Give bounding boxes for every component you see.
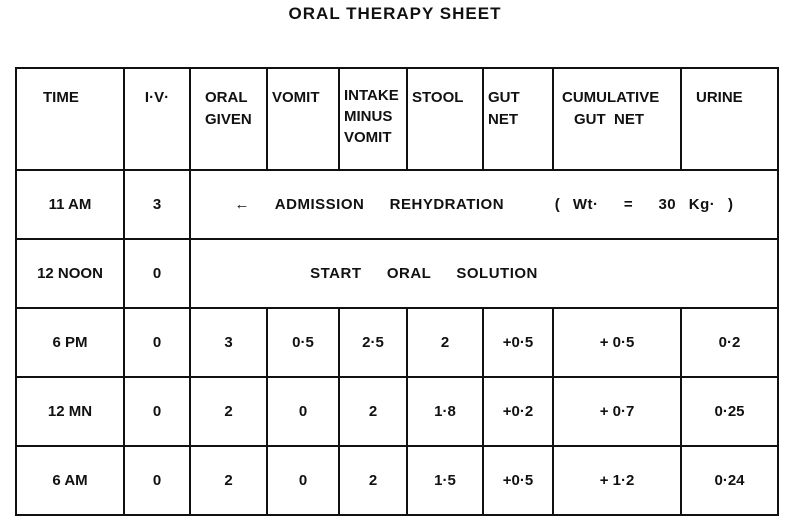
header-intake-line1: INTAKE bbox=[344, 87, 399, 104]
header-cumulative-line2: GUT NET bbox=[574, 111, 644, 128]
header-urine bbox=[681, 68, 778, 170]
cell-gut-net: +0·2 bbox=[483, 377, 553, 446]
header-stool-label: STOOL bbox=[412, 89, 464, 106]
cell-time: 12 MN bbox=[16, 377, 124, 446]
cell-time: 11 AM bbox=[16, 170, 124, 239]
table-row bbox=[16, 377, 778, 446]
cell-urine: 0·25 bbox=[681, 377, 778, 446]
cell-intake-minus-vomit: 2 bbox=[339, 446, 407, 515]
table-row bbox=[16, 446, 778, 515]
cell-iv: 0 bbox=[124, 446, 190, 515]
header-oral-given-line2: GIVEN bbox=[205, 111, 252, 128]
header-time-label: TIME bbox=[43, 89, 79, 106]
cell-vomit: 0·5 bbox=[267, 308, 339, 377]
table-row bbox=[16, 308, 778, 377]
cell-admission-note: ← ADMISSION REHYDRATION ( Wt· = 30 Kg· ) bbox=[190, 170, 778, 239]
header-iv-label: I·V· bbox=[144, 89, 170, 106]
cell-intake-minus-vomit: 2 bbox=[339, 377, 407, 446]
cell-stool: 1·8 bbox=[407, 377, 483, 446]
cell-stool: 1·5 bbox=[407, 446, 483, 515]
cell-gut-net: +0·5 bbox=[483, 308, 553, 377]
cell-gut-net: +0·5 bbox=[483, 446, 553, 515]
header-row bbox=[16, 68, 778, 170]
header-urine-label: URINE bbox=[696, 89, 743, 106]
cell-iv: 0 bbox=[124, 239, 190, 308]
table-row bbox=[16, 239, 778, 308]
cell-cumulative-gut-net: + 1·2 bbox=[553, 446, 681, 515]
cell-time: 6 AM bbox=[16, 446, 124, 515]
cell-oral-given: 3 bbox=[190, 308, 267, 377]
table-row bbox=[16, 170, 778, 239]
cell-stool: 2 bbox=[407, 308, 483, 377]
sheet-title: ORAL THERAPY SHEET bbox=[288, 4, 502, 23]
header-intake-line2: MINUS bbox=[344, 108, 393, 125]
header-gut-net-line2: NET bbox=[488, 111, 518, 128]
cell-urine: 0·24 bbox=[681, 446, 778, 515]
header-vomit bbox=[267, 68, 339, 170]
header-time bbox=[16, 68, 124, 170]
cell-start-note: START ORAL SOLUTION bbox=[190, 239, 778, 308]
cell-time: 12 NOON bbox=[16, 239, 124, 308]
header-cumulative-line1: CUMULATIVE bbox=[562, 89, 660, 106]
header-vomit-label: VOMIT bbox=[272, 89, 320, 106]
cell-oral-given: 2 bbox=[190, 377, 267, 446]
header-stool bbox=[407, 68, 483, 170]
cell-urine: 0·2 bbox=[681, 308, 778, 377]
header-iv bbox=[124, 68, 190, 170]
cell-iv: 0 bbox=[124, 377, 190, 446]
cell-vomit: 0 bbox=[267, 377, 339, 446]
header-oral-given bbox=[190, 68, 267, 170]
cell-cumulative-gut-net: + 0·7 bbox=[553, 377, 681, 446]
header-intake-line3: VOMIT bbox=[344, 129, 392, 146]
cell-time: 6 PM bbox=[16, 308, 124, 377]
header-cumulative-gut-net bbox=[553, 68, 681, 170]
oral-therapy-table bbox=[15, 67, 779, 516]
header-gut-net bbox=[483, 68, 553, 170]
cell-iv: 3 bbox=[124, 170, 190, 239]
cell-vomit: 0 bbox=[267, 446, 339, 515]
cell-cumulative-gut-net: + 0·5 bbox=[553, 308, 681, 377]
cell-iv: 0 bbox=[124, 308, 190, 377]
cell-intake-minus-vomit: 2·5 bbox=[339, 308, 407, 377]
header-gut-net-line1: GUT bbox=[488, 89, 520, 106]
cell-oral-given: 2 bbox=[190, 446, 267, 515]
header-oral-given-line1: ORAL bbox=[205, 89, 248, 106]
header-intake-minus-vomit bbox=[339, 68, 407, 170]
